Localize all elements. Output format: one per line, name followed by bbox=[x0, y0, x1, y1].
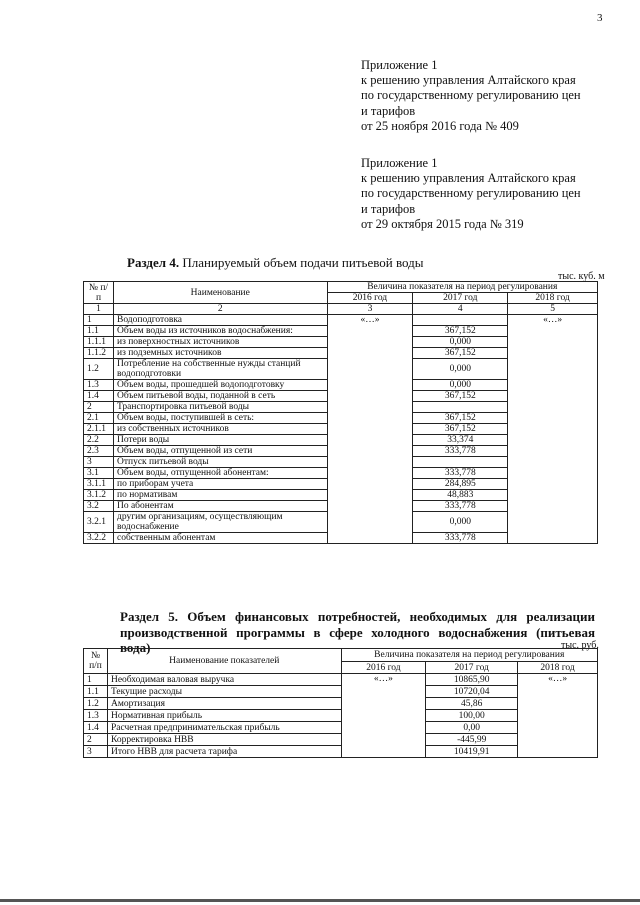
value-2017: 367,152 bbox=[413, 348, 508, 359]
value-2017: 333,778 bbox=[413, 446, 508, 457]
row-name: Корректировка НВВ bbox=[107, 734, 341, 746]
row-name: По абонентам bbox=[113, 501, 327, 512]
row-name: из подземных источников bbox=[113, 348, 327, 359]
value-2018: «…» bbox=[508, 315, 598, 544]
row-name: Расчетная предпринимательская прибыль bbox=[107, 722, 341, 734]
header-period: Величина показателя на период регулирования bbox=[327, 282, 597, 293]
row-number: 1.2 bbox=[84, 698, 108, 710]
annex-line: по государственному регулированию цен bbox=[361, 186, 581, 201]
value-2016: «…» bbox=[341, 674, 426, 758]
value-2017: 100,00 bbox=[426, 710, 518, 722]
row-number: 3.2.2 bbox=[84, 533, 114, 544]
column-number: 2 bbox=[113, 304, 327, 315]
section-4-body bbox=[84, 315, 598, 544]
row-number: 2 bbox=[84, 402, 114, 413]
row-name: по приборам учета bbox=[113, 479, 327, 490]
row-name: Объем воды, отпущенной из сети bbox=[113, 446, 327, 457]
section-4-title: Планируемый объем подачи питьевой воды bbox=[182, 255, 424, 270]
column-number: 1 bbox=[84, 304, 114, 315]
value-2017: 367,152 bbox=[413, 424, 508, 435]
row-number: 1.1.2 bbox=[84, 348, 114, 359]
row-name: Водоподготовка bbox=[113, 315, 327, 326]
row-name: Потери воды bbox=[113, 435, 327, 446]
value-2017: 33,374 bbox=[413, 435, 508, 446]
annex-2-header bbox=[361, 156, 631, 232]
row-number: 3.1.2 bbox=[84, 490, 114, 501]
header-num: № п/п bbox=[84, 282, 114, 304]
row-name: Амортизация bbox=[107, 698, 341, 710]
row-number: 2.1.1 bbox=[84, 424, 114, 435]
row-name: из собственных источников bbox=[113, 424, 327, 435]
value-2018: «…» bbox=[518, 674, 598, 758]
header-name: Наименование показателей bbox=[107, 649, 341, 674]
value-2017: 45,86 bbox=[426, 698, 518, 710]
value-2017: 0,000 bbox=[413, 359, 508, 380]
value-2016: «…» bbox=[327, 315, 413, 544]
section-4-table bbox=[83, 281, 598, 544]
header-num: № п/п bbox=[84, 649, 108, 674]
row-name: Текущие расходы bbox=[107, 686, 341, 698]
row-name: из поверхностных источников bbox=[113, 337, 327, 348]
value-2017 bbox=[413, 457, 508, 468]
section-4-unit: тыс. куб. м bbox=[558, 271, 605, 282]
table-row bbox=[84, 674, 598, 686]
annex-1-header bbox=[361, 58, 631, 134]
annex-line: от 29 октября 2015 года № 319 bbox=[361, 216, 524, 231]
header-2016: 2016 год bbox=[327, 293, 413, 304]
table-row bbox=[84, 315, 598, 326]
header-2018: 2018 год bbox=[508, 293, 598, 304]
value-2017: 0,000 bbox=[413, 337, 508, 348]
value-2017: 10865,90 bbox=[426, 674, 518, 686]
row-name: Нормативная прибыль bbox=[107, 710, 341, 722]
value-2017: 367,152 bbox=[413, 413, 508, 424]
row-name: Необходимая валовая выручка bbox=[107, 674, 341, 686]
section-5-title: Объем финансовых потребностей, необходимых для реализации производственной программы в сфере холодного водоснабжения (питьевая вода) bbox=[120, 609, 596, 655]
row-name: Объем воды, прошедшей водоподготовку bbox=[113, 380, 327, 391]
row-number: 2.2 bbox=[84, 435, 114, 446]
row-number: 1.4 bbox=[84, 391, 114, 402]
row-name: Объем воды, отпущенной абонентам: bbox=[113, 468, 327, 479]
row-name: собственным абонентам bbox=[113, 533, 327, 544]
section-4-heading bbox=[127, 255, 424, 271]
section-5-unit: тыс. руб. bbox=[561, 640, 599, 651]
section-4-label: Раздел 4. bbox=[127, 255, 180, 270]
header-2016: 2016 год bbox=[341, 662, 426, 674]
annex-line: от 25 ноября 2016 года № 409 bbox=[361, 118, 519, 133]
value-2017: 333,778 bbox=[413, 468, 508, 479]
annex-line: Приложение 1 bbox=[361, 58, 438, 72]
value-2017 bbox=[413, 315, 508, 326]
row-number: 3.1 bbox=[84, 468, 114, 479]
row-number: 2 bbox=[84, 734, 108, 746]
row-number: 2.1 bbox=[84, 413, 114, 424]
section-5-body bbox=[84, 674, 598, 758]
row-number: 1.3 bbox=[84, 380, 114, 391]
row-name: Потребление на собственные нужды станций водоподготовки bbox=[113, 359, 327, 380]
row-number: 1.3 bbox=[84, 710, 108, 722]
header-2017: 2017 год bbox=[426, 662, 518, 674]
header-2018: 2018 год bbox=[518, 662, 598, 674]
row-name: Итого НВВ для расчета тарифа bbox=[107, 746, 341, 758]
row-number: 2.3 bbox=[84, 446, 114, 457]
row-name: Транспортировка питьевой воды bbox=[113, 402, 327, 413]
row-number: 1.4 bbox=[84, 722, 108, 734]
row-name: Объем воды, поступившей в сеть: bbox=[113, 413, 327, 424]
row-number: 1.1 bbox=[84, 686, 108, 698]
row-name: по нормативам bbox=[113, 490, 327, 501]
header-name: Наименование bbox=[113, 282, 327, 304]
value-2017: 367,152 bbox=[413, 326, 508, 337]
row-name: Объем воды из источников водоснабжения: bbox=[113, 326, 327, 337]
page-number: 3 bbox=[597, 12, 603, 24]
column-number: 3 bbox=[327, 304, 413, 315]
value-2017: 333,778 bbox=[413, 533, 508, 544]
annex-line: к решению управления Алтайского края bbox=[361, 171, 576, 186]
value-2017: 0,000 bbox=[413, 512, 508, 533]
header-period: Величина показателя на период регулирования bbox=[341, 649, 597, 662]
page-bottom-edge bbox=[0, 899, 640, 902]
value-2017: 0,00 bbox=[426, 722, 518, 734]
row-number: 3.1.1 bbox=[84, 479, 114, 490]
annex-line: и тарифов bbox=[361, 201, 416, 216]
row-number: 3 bbox=[84, 457, 114, 468]
value-2017: 333,778 bbox=[413, 501, 508, 512]
annex-line: по государственному регулированию цен bbox=[361, 88, 581, 103]
row-name: Объем питьевой воды, поданной в сеть bbox=[113, 391, 327, 402]
column-number: 4 bbox=[413, 304, 508, 315]
value-2017 bbox=[413, 402, 508, 413]
section-5-label: Раздел 5. bbox=[120, 609, 179, 624]
header-2017: 2017 год bbox=[413, 293, 508, 304]
annex-line: к решению управления Алтайского края bbox=[361, 73, 576, 88]
value-2017: 367,152 bbox=[413, 391, 508, 402]
row-number: 3.2 bbox=[84, 501, 114, 512]
row-number: 3.2.1 bbox=[84, 512, 114, 533]
value-2017: 0,000 bbox=[413, 380, 508, 391]
row-number: 3 bbox=[84, 746, 108, 758]
annex-line: Приложение 1 bbox=[361, 156, 438, 170]
row-name: другим организациям, осуществляющим водоснабжение bbox=[113, 512, 327, 533]
value-2017: 10720,04 bbox=[426, 686, 518, 698]
row-number: 1 bbox=[84, 315, 114, 326]
value-2017: 284,895 bbox=[413, 479, 508, 490]
value-2017: 48,883 bbox=[413, 490, 508, 501]
row-number: 1.1 bbox=[84, 326, 114, 337]
value-2017: -445,99 bbox=[426, 734, 518, 746]
row-number: 1 bbox=[84, 674, 108, 686]
annex-line: и тарифов bbox=[361, 103, 416, 118]
row-number: 1.1.1 bbox=[84, 337, 114, 348]
column-number: 5 bbox=[508, 304, 598, 315]
row-number: 1.2 bbox=[84, 359, 114, 380]
row-name: Отпуск питьевой воды bbox=[113, 457, 327, 468]
section-5-table bbox=[83, 648, 598, 758]
value-2017: 10419,91 bbox=[426, 746, 518, 758]
